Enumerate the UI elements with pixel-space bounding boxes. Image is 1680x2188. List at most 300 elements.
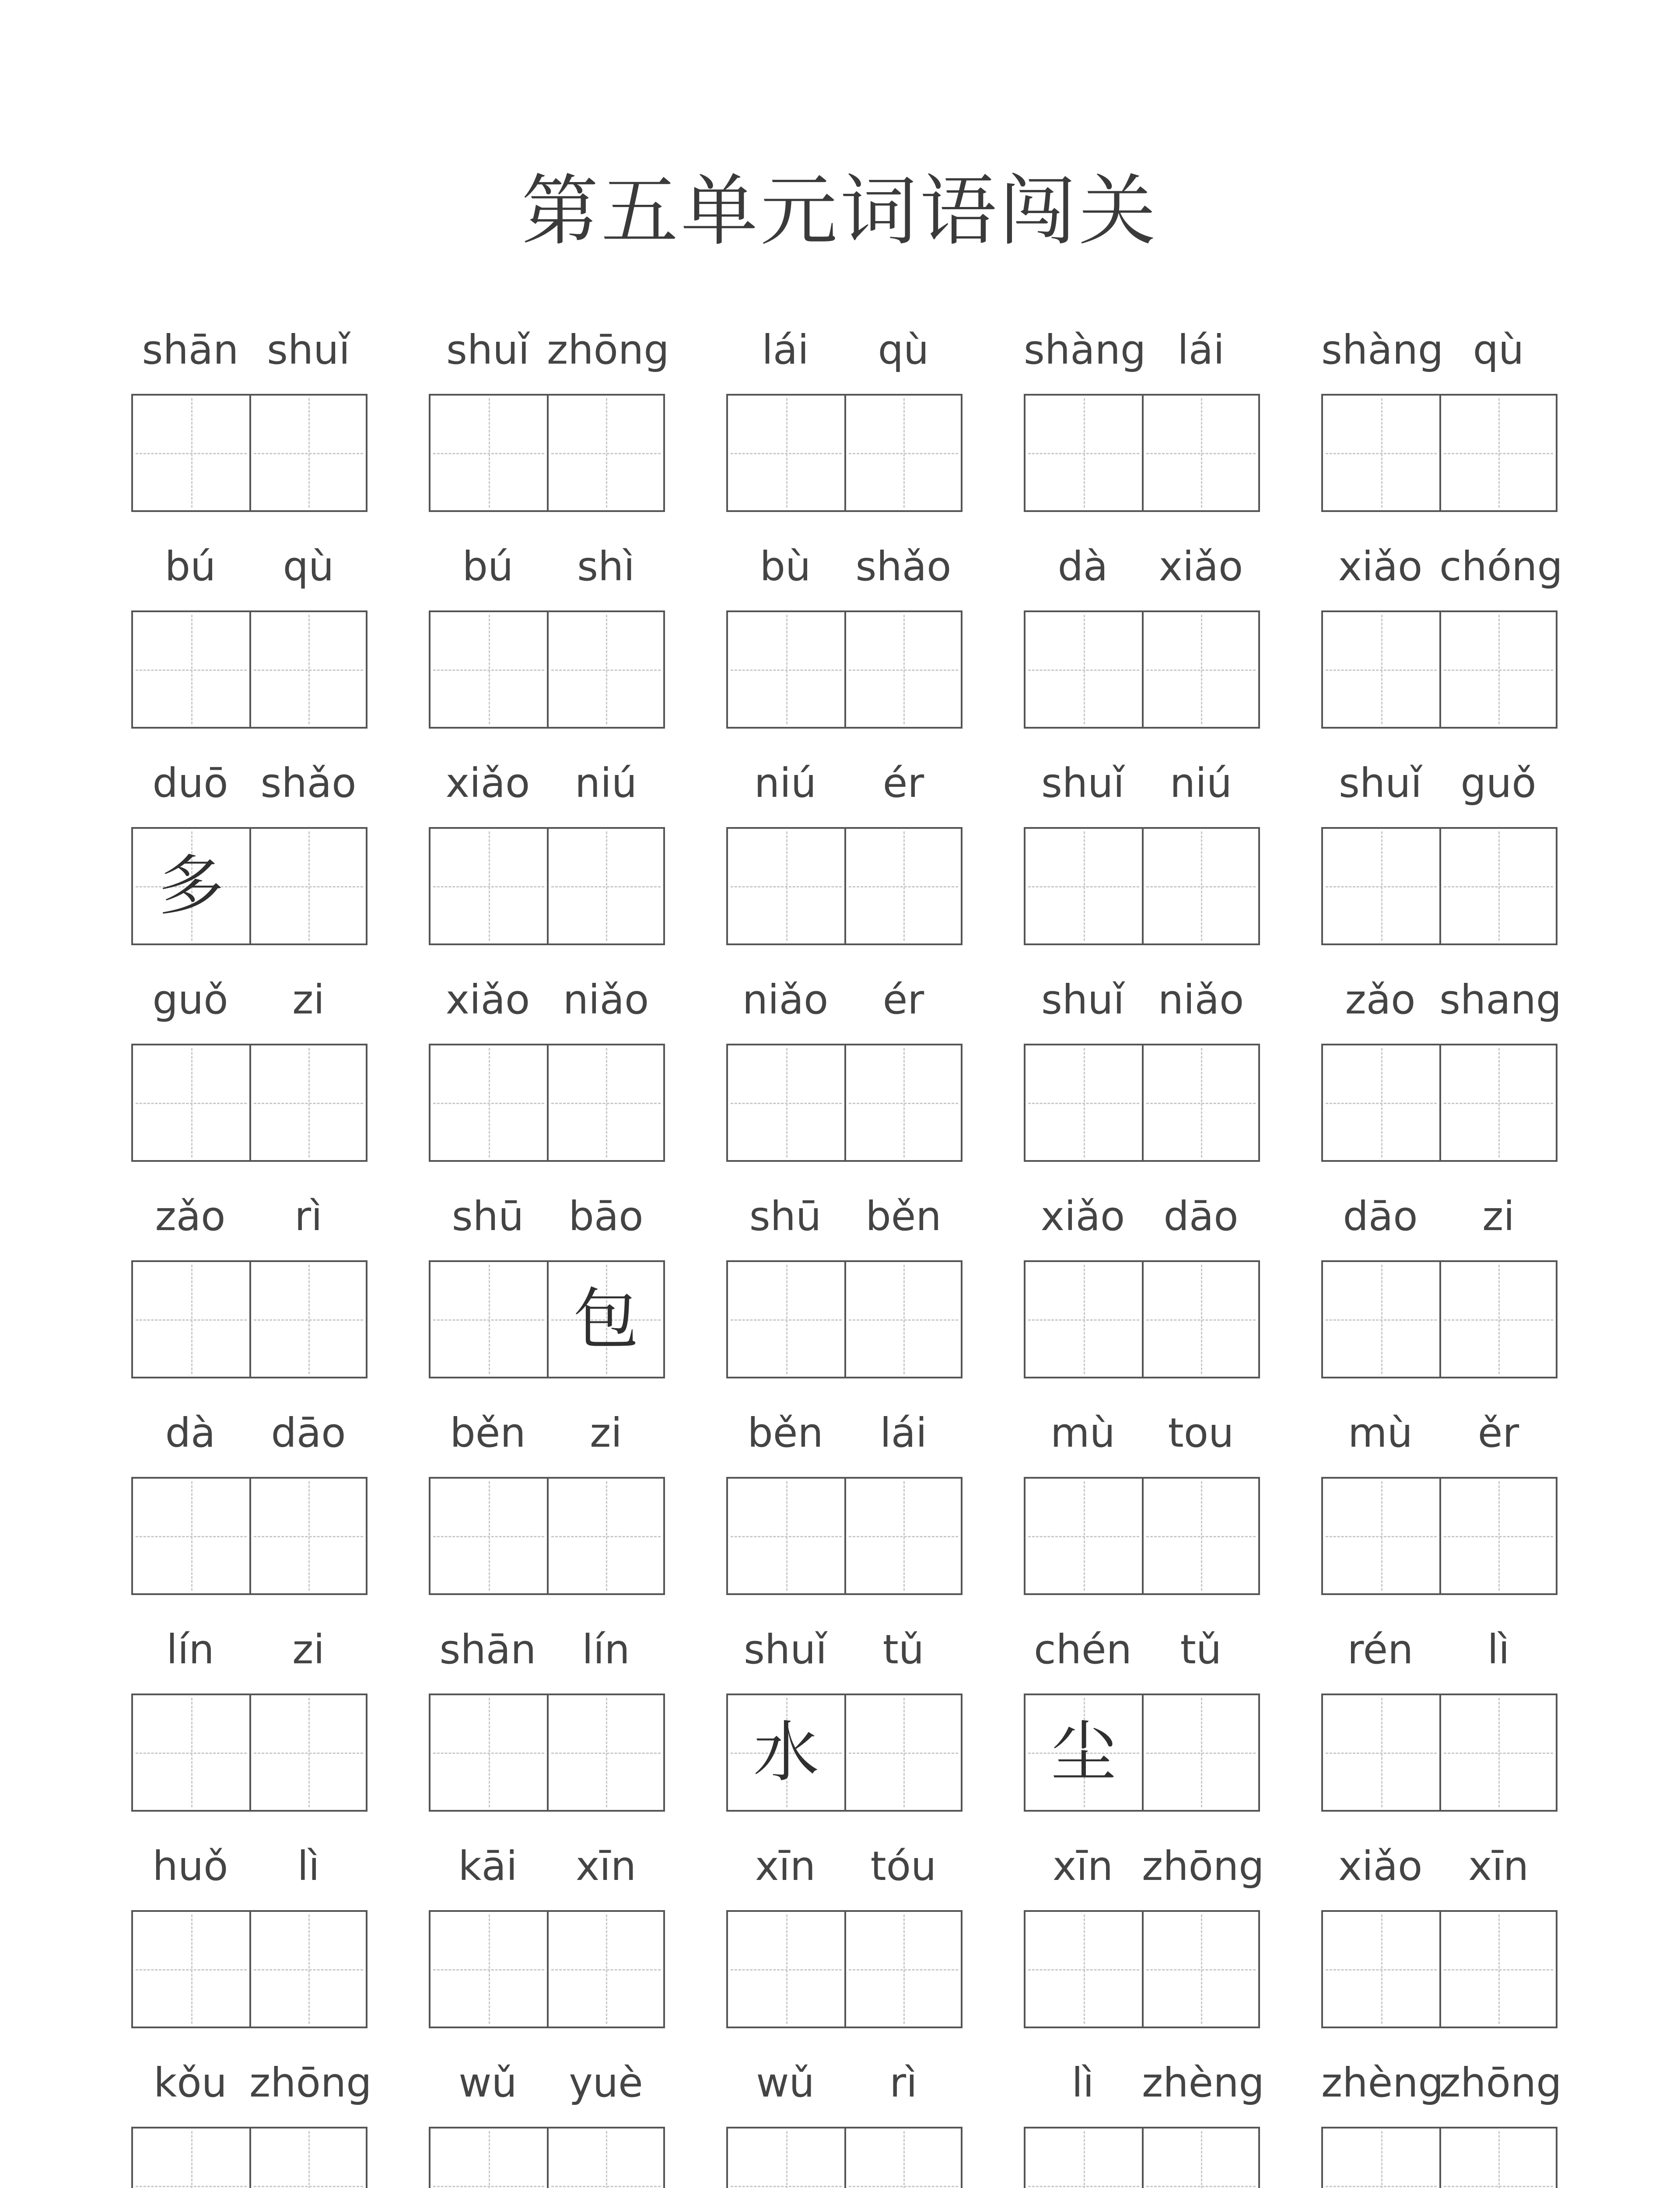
- pinyin-label: shàng: [1321, 326, 1444, 373]
- character-cell[interactable]: [549, 2128, 663, 2188]
- character-cell[interactable]: [1026, 396, 1144, 510]
- writing-box: [429, 2127, 665, 2188]
- writing-box: [1321, 1260, 1558, 1378]
- character-cell[interactable]: [846, 1479, 961, 1593]
- word-item: [429, 540, 665, 733]
- hint-character: [133, 612, 249, 727]
- writing-box: [726, 1044, 962, 1162]
- writing-box: [131, 610, 368, 729]
- hint-character: [1026, 396, 1142, 510]
- hint-character: [846, 396, 961, 510]
- pinyin-label: xīn: [575, 1843, 637, 1890]
- character-cell[interactable]: [728, 612, 846, 727]
- character-cell[interactable]: [1323, 1912, 1441, 2027]
- pinyin-label: bù: [760, 543, 811, 590]
- word-item: [131, 757, 368, 950]
- character-cell[interactable]: [549, 1262, 663, 1377]
- character-cell[interactable]: [1441, 396, 1556, 510]
- character-cell[interactable]: [251, 612, 366, 727]
- hint-character: [728, 396, 844, 510]
- character-cell[interactable]: [1441, 1912, 1556, 2027]
- word-item: [1024, 1190, 1260, 1383]
- hint-character: [1323, 396, 1439, 510]
- writing-box: [429, 1694, 665, 1812]
- character-cell[interactable]: [251, 1695, 366, 1810]
- word-item: [726, 2057, 962, 2188]
- pinyin-label: ěr: [1477, 1410, 1519, 1456]
- word-item: [131, 1623, 368, 1816]
- word-item: [429, 2057, 665, 2188]
- word-item: [1024, 757, 1260, 950]
- character-cell[interactable]: [728, 1479, 846, 1593]
- character-cell[interactable]: [728, 1262, 846, 1377]
- pinyin-label: wǔ: [756, 2059, 815, 2106]
- pinyin-label: dà: [1057, 543, 1108, 590]
- character-cell[interactable]: [1323, 1045, 1441, 1160]
- character-cell[interactable]: [430, 1695, 549, 1810]
- writing-box: [726, 1477, 962, 1595]
- character-cell[interactable]: [728, 1045, 846, 1160]
- writing-box: [726, 2127, 962, 2188]
- pinyin-label: lì: [1487, 1626, 1510, 1673]
- character-cell[interactable]: [1144, 612, 1258, 727]
- character-cell[interactable]: [1026, 829, 1144, 943]
- word-item: [1321, 1407, 1558, 1599]
- character-cell[interactable]: [1441, 1045, 1556, 1160]
- character-cell[interactable]: [1441, 1479, 1556, 1593]
- pinyin-label: rì: [889, 2059, 917, 2106]
- hint-character: [1026, 1262, 1142, 1377]
- pinyin-label: zhèng: [1321, 2059, 1444, 2106]
- character-cell[interactable]: [728, 396, 846, 510]
- pinyin-label: niú: [574, 760, 637, 806]
- pinyin-label: shǎo: [855, 543, 952, 590]
- hint-character: [133, 1479, 249, 1593]
- hint-character: [728, 612, 844, 727]
- hint-character: [1144, 612, 1258, 727]
- character-cell[interactable]: [133, 829, 251, 943]
- hint-character: [430, 2128, 547, 2188]
- character-cell[interactable]: [1026, 1695, 1144, 1810]
- pinyin-label: tou: [1168, 1410, 1234, 1456]
- character-cell[interactable]: [1323, 829, 1441, 943]
- hint-character: [1026, 1045, 1142, 1160]
- hint-character: [549, 1045, 663, 1160]
- pinyin-label: dāo: [1343, 1193, 1418, 1240]
- writing-box: [726, 827, 962, 945]
- word-item: [1024, 1623, 1260, 1816]
- writing-box: [131, 394, 368, 512]
- pinyin-label: rì: [294, 1193, 322, 1240]
- writing-box: [1321, 1694, 1558, 1812]
- writing-box: [1321, 610, 1558, 729]
- pinyin-label: huǒ: [152, 1843, 228, 1890]
- hint-character: [1026, 2128, 1142, 2188]
- character-cell[interactable]: [430, 2128, 549, 2188]
- character-cell[interactable]: [1441, 1695, 1556, 1810]
- hint-character: [251, 2128, 366, 2188]
- pinyin-label: xiǎo: [1338, 1843, 1423, 1890]
- hint-character: [1026, 829, 1142, 943]
- character-cell[interactable]: [1441, 1262, 1556, 1377]
- character-cell[interactable]: [430, 1479, 549, 1593]
- word-item: [726, 1407, 962, 1599]
- writing-box: [726, 1910, 962, 2028]
- pinyin-label: shàng: [1024, 326, 1146, 373]
- character-cell[interactable]: [430, 1912, 549, 2027]
- hint-character: [1144, 1695, 1258, 1810]
- hint-character: [1144, 1045, 1258, 1160]
- character-cell[interactable]: [133, 1262, 251, 1377]
- character-cell[interactable]: [549, 1912, 663, 2027]
- character-cell[interactable]: [846, 2128, 961, 2188]
- hint-character: [846, 1479, 961, 1593]
- character-cell[interactable]: [1144, 829, 1258, 943]
- character-cell[interactable]: [133, 1912, 251, 2027]
- pinyin-label: guǒ: [1460, 760, 1536, 806]
- hint-character: [549, 396, 663, 510]
- pinyin-label: shuǐ: [1041, 760, 1125, 806]
- pinyin-label: tǔ: [882, 1626, 924, 1673]
- character-cell[interactable]: [846, 829, 961, 943]
- pinyin-label: ér: [882, 760, 924, 806]
- writing-box: [131, 827, 368, 945]
- pinyin-label: lái: [762, 326, 809, 373]
- character-cell[interactable]: [133, 2128, 251, 2188]
- character-cell[interactable]: [1323, 1479, 1441, 1593]
- writing-box: [131, 1910, 368, 2028]
- word-item: [131, 1840, 368, 2033]
- pinyin-label: rén: [1347, 1626, 1414, 1673]
- hint-character: [133, 2128, 249, 2188]
- character-cell[interactable]: [846, 1912, 961, 2027]
- word-item: [429, 974, 665, 1166]
- page-title: 第五单元词语闯关: [521, 166, 1158, 256]
- character-cell[interactable]: [251, 1045, 366, 1160]
- word-item: [1024, 1840, 1264, 2033]
- pinyin-label: qù: [283, 543, 334, 590]
- character-cell[interactable]: [251, 396, 366, 510]
- character-cell[interactable]: [1323, 2128, 1441, 2188]
- writing-box: [131, 2127, 368, 2188]
- pinyin-label: lái: [880, 1410, 927, 1456]
- hint-character: [1441, 829, 1556, 943]
- hint-character: [251, 1045, 366, 1160]
- character-cell[interactable]: [728, 2128, 846, 2188]
- character-cell[interactable]: [133, 612, 251, 727]
- character-cell[interactable]: [1144, 396, 1258, 510]
- pinyin-label: lì: [1071, 2059, 1094, 2106]
- character-cell[interactable]: [251, 1262, 366, 1377]
- word-item: [131, 1190, 368, 1383]
- character-cell[interactable]: [1026, 1479, 1144, 1593]
- character-cell[interactable]: [549, 829, 663, 943]
- hint-character: [430, 829, 547, 943]
- character-cell[interactable]: [846, 1045, 961, 1160]
- pinyin-label: xiǎo: [445, 976, 530, 1023]
- writing-box: [1024, 610, 1260, 729]
- character-cell[interactable]: [1026, 2128, 1144, 2188]
- character-cell[interactable]: [430, 1045, 549, 1160]
- hint-character: [430, 1262, 547, 1377]
- pinyin-label: zǎo: [1345, 976, 1416, 1023]
- word-item: [1321, 757, 1558, 950]
- pinyin-label: xīn: [755, 1843, 816, 1890]
- hint-character: [846, 2128, 961, 2188]
- character-cell[interactable]: [846, 612, 961, 727]
- hint-character: [1441, 2128, 1556, 2188]
- character-cell[interactable]: [430, 612, 549, 727]
- character-cell[interactable]: [1144, 1695, 1258, 1810]
- hint-character: [251, 1262, 366, 1377]
- hint-character: [430, 1045, 547, 1160]
- character-cell[interactable]: [430, 829, 549, 943]
- character-cell[interactable]: [133, 396, 251, 510]
- hint-character: 多: [158, 848, 224, 924]
- character-cell[interactable]: [1026, 612, 1144, 727]
- writing-box: [131, 1477, 368, 1595]
- character-cell[interactable]: [846, 396, 961, 510]
- character-cell[interactable]: [549, 1045, 663, 1160]
- hint-character: [1323, 1262, 1439, 1377]
- pinyin-label: kāi: [458, 1843, 518, 1890]
- writing-box: [726, 1260, 962, 1378]
- character-cell[interactable]: [1441, 612, 1556, 727]
- character-cell[interactable]: [430, 1262, 549, 1377]
- writing-box: [1024, 827, 1260, 945]
- pinyin-label: shì: [577, 543, 635, 590]
- word-item: [131, 540, 368, 733]
- character-cell[interactable]: [846, 1262, 961, 1377]
- word-item: [726, 1623, 962, 1816]
- writing-box: [726, 394, 962, 512]
- word-item: [429, 1840, 665, 2033]
- writing-box: [429, 1910, 665, 2028]
- pinyin-label: xīn: [1052, 1843, 1113, 1890]
- pinyin-label: běn: [747, 1410, 823, 1456]
- hint-character: [1441, 1479, 1556, 1593]
- hint-character: [430, 1912, 547, 2027]
- hint-character: [1026, 612, 1142, 727]
- pinyin-label: lái: [1177, 326, 1225, 373]
- hint-character: [430, 1479, 547, 1593]
- character-cell[interactable]: [549, 396, 663, 510]
- hint-character: [728, 1912, 844, 2027]
- hint-character: [1323, 1695, 1439, 1810]
- writing-box: [1321, 1044, 1558, 1162]
- hint-character: [1323, 612, 1439, 727]
- word-item: [1024, 324, 1260, 516]
- pinyin-label: chóng: [1439, 543, 1563, 590]
- word-item: [1321, 974, 1562, 1166]
- word-item: [429, 1623, 665, 1816]
- character-cell[interactable]: [1144, 1045, 1258, 1160]
- character-cell[interactable]: [1441, 2128, 1556, 2188]
- pinyin-label: qù: [1473, 326, 1524, 373]
- hint-character: [728, 1262, 844, 1377]
- word-item: [726, 974, 962, 1166]
- writing-box: [726, 1694, 962, 1812]
- pinyin-label: běn: [450, 1410, 526, 1456]
- pinyin-label: zhōng: [1142, 1843, 1264, 1890]
- hint-character: [1026, 1912, 1142, 2027]
- character-cell[interactable]: [1144, 1912, 1258, 2027]
- word-item: [1024, 2057, 1264, 2188]
- hint-character: [846, 1045, 961, 1160]
- writing-box: [131, 1044, 368, 1162]
- pinyin-label: niǎo: [563, 976, 649, 1023]
- hint-character: [1026, 1479, 1142, 1593]
- character-cell[interactable]: [251, 829, 366, 943]
- word-item: [429, 324, 669, 516]
- character-cell[interactable]: [1144, 2128, 1258, 2188]
- hint-character: [133, 1695, 249, 1810]
- character-cell[interactable]: [1026, 1912, 1144, 2027]
- pinyin-label: xiǎo: [1158, 543, 1243, 590]
- hint-character: [1323, 1912, 1439, 2027]
- pinyin-label: dà: [165, 1410, 216, 1456]
- pinyin-label: zi: [292, 1626, 325, 1673]
- character-cell[interactable]: [251, 1912, 366, 2027]
- pinyin-label: bú: [164, 543, 216, 590]
- pinyin-label: zi: [1482, 1193, 1515, 1240]
- pinyin-label: zi: [292, 976, 325, 1023]
- writing-box: [429, 1260, 665, 1378]
- pinyin-label: shuǐ: [1338, 760, 1422, 806]
- pinyin-label: shuǐ: [266, 326, 350, 373]
- pinyin-label: bú: [462, 543, 514, 590]
- hint-character: [251, 612, 366, 727]
- hint-character: [1144, 396, 1258, 510]
- word-item: [429, 757, 665, 950]
- pinyin-label: duō: [152, 760, 228, 806]
- pinyin-label: qù: [878, 326, 929, 373]
- word-item: [429, 1190, 665, 1383]
- hint-character: 水: [753, 1715, 819, 1791]
- writing-box: [1321, 394, 1558, 512]
- character-cell[interactable]: [1323, 1262, 1441, 1377]
- character-cell[interactable]: [251, 2128, 366, 2188]
- writing-box: [1024, 1477, 1260, 1595]
- hint-character: 包: [573, 1281, 639, 1357]
- word-item: [726, 324, 962, 516]
- writing-box: [429, 827, 665, 945]
- word-item: [1024, 540, 1260, 733]
- hint-character: [728, 1479, 844, 1593]
- hint-character: [1323, 1045, 1439, 1160]
- pinyin-label: shū: [452, 1193, 524, 1240]
- pinyin-label: shang: [1439, 976, 1562, 1023]
- writing-box: [1321, 827, 1558, 945]
- hint-character: [1441, 396, 1556, 510]
- pinyin-label: shū: [749, 1193, 822, 1240]
- character-cell[interactable]: [1323, 1695, 1441, 1810]
- pinyin-label: xiǎo: [1040, 1193, 1125, 1240]
- character-cell[interactable]: [728, 1912, 846, 2027]
- hint-character: [1441, 1695, 1556, 1810]
- character-cell[interactable]: [1323, 612, 1441, 727]
- hint-character: [549, 1912, 663, 2027]
- writing-box: [1024, 1694, 1260, 1812]
- word-item: [1321, 324, 1558, 516]
- hint-character: [1144, 1479, 1258, 1593]
- writing-box: [131, 1694, 368, 1812]
- pinyin-label: zhōng: [547, 326, 669, 373]
- character-cell[interactable]: [1144, 1479, 1258, 1593]
- hint-character: [251, 829, 366, 943]
- hint-character: [1144, 2128, 1258, 2188]
- writing-box: [1024, 1260, 1260, 1378]
- hint-character: [846, 1695, 961, 1810]
- pinyin-label: shǎo: [260, 760, 357, 806]
- pinyin-label: wǔ: [458, 2059, 517, 2106]
- character-cell[interactable]: [1144, 1262, 1258, 1377]
- pinyin-label: yuè: [569, 2059, 643, 2106]
- hint-character: [549, 2128, 663, 2188]
- word-item: [1321, 1190, 1558, 1383]
- pinyin-label: chén: [1034, 1626, 1132, 1673]
- word-item: [1321, 540, 1563, 733]
- pinyin-label: xiǎo: [445, 760, 530, 806]
- pinyin-label: niú: [754, 760, 817, 806]
- writing-box: [1321, 2127, 1558, 2188]
- character-cell[interactable]: [133, 1695, 251, 1810]
- pinyin-label: zi: [590, 1410, 622, 1456]
- character-cell[interactable]: [549, 612, 663, 727]
- character-cell[interactable]: [251, 1479, 366, 1593]
- character-cell[interactable]: [1026, 1045, 1144, 1160]
- pinyin-label: xīn: [1468, 1843, 1529, 1890]
- word-item: [131, 1407, 368, 1599]
- writing-box: [1024, 394, 1260, 512]
- hint-character: [846, 612, 961, 727]
- writing-box: [429, 1044, 665, 1162]
- hint-character: [549, 1479, 663, 1593]
- writing-box: [1321, 1910, 1558, 2028]
- hint-character: [549, 1695, 663, 1810]
- character-cell[interactable]: [1323, 396, 1441, 510]
- writing-box: [726, 610, 962, 729]
- hint-character: [846, 1262, 961, 1377]
- character-cell[interactable]: [846, 1695, 961, 1810]
- character-cell[interactable]: [1026, 1262, 1144, 1377]
- pinyin-label: tǔ: [1180, 1626, 1222, 1673]
- character-cell[interactable]: [728, 1695, 846, 1810]
- character-cell[interactable]: [430, 396, 549, 510]
- word-item: [726, 1840, 962, 2033]
- character-cell[interactable]: [133, 1045, 251, 1160]
- word-item: [1024, 974, 1260, 1166]
- character-cell[interactable]: [1441, 829, 1556, 943]
- writing-box: [1024, 2127, 1260, 2188]
- character-cell[interactable]: [549, 1695, 663, 1810]
- pinyin-label: lín: [582, 1626, 630, 1673]
- hint-character: [728, 1045, 844, 1160]
- pinyin-label: niǎo: [1158, 976, 1244, 1023]
- pinyin-label: dāo: [271, 1410, 346, 1456]
- pinyin-label: mù: [1348, 1410, 1413, 1456]
- pinyin-label: zhōng: [1439, 2059, 1562, 2106]
- hint-character: [251, 1912, 366, 2027]
- character-cell[interactable]: [133, 1479, 251, 1593]
- character-cell[interactable]: [728, 829, 846, 943]
- pinyin-label: tóu: [870, 1843, 937, 1890]
- word-item: [726, 1190, 962, 1383]
- hint-character: [251, 396, 366, 510]
- character-cell[interactable]: [549, 1479, 663, 1593]
- word-item: [131, 324, 368, 516]
- hint-character: [1441, 1912, 1556, 2027]
